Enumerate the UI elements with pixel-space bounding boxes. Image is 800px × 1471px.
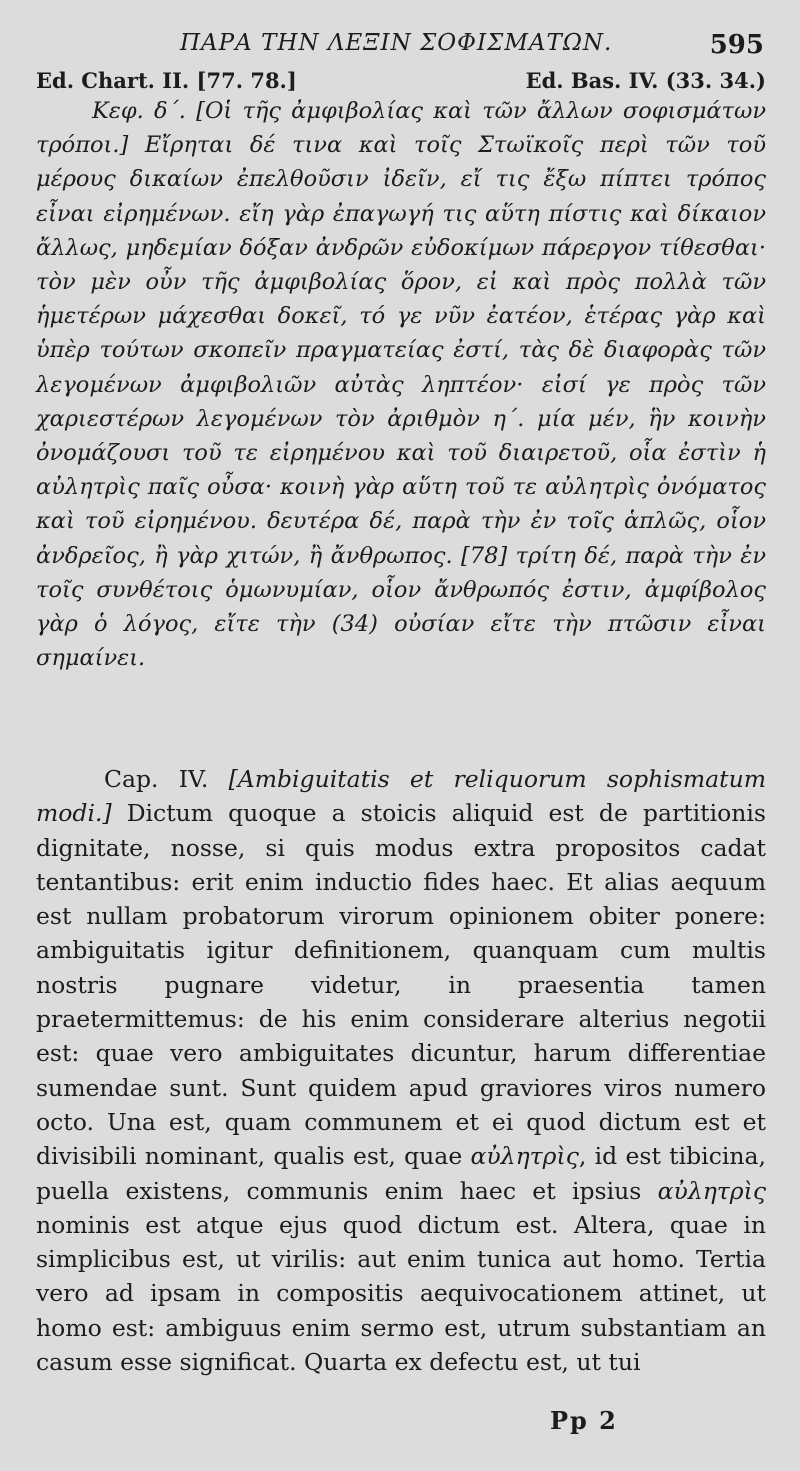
greek-body: Εἴρηται δέ τινα καὶ τοῖς Στωϊκοῖς περὶ τῶν τοῦ μέρους δικαίων ἐπελθοῦσιν ἰδεῖν, εἴ τις ἔξω πίπτει τρόπος εἶναι εἰρημένων. εἴη γὰρ ἐπαγωγή τις αὕτη πίστις καὶ δίκαιον ἄλλως, μηδεμίαν δόξαν ἀνδρῶν εὐδοκίμων πάρεργον τίθεσθαι· τὸν μὲν οὖν τῆς ἀμφιβολίας ὅρον, εἰ καὶ πρὸς πολλὰ τῶν ἡμετέρων μάχεσθαι δοκεῖ, τό γε νῦν ἐατέον, ἑτέρας γὰρ καὶ ὑπὲρ τούτων σκοπεῖν πραγματείας ἐστί, τὰς δὲ διαφορὰς τῶν λεγομένων ἀμφιβολιῶν αὐτὰς ληπτέον· εἰσί γε πρὸς τῶν χαριεστέρων λεγομένων τὸν ἀριθμὸν η΄. μία μέν, ἣν κοινὴν ὀνομάζουσι τοῦ τε εἰρημένου καὶ τοῦ διαιρετοῦ, οἷα ἐστὶν ἡ αὐλητρὶς παῖς οὖσα· κοινὴ γὰρ αὕτη τοῦ τε αὐλητρὶς ὀνόματος καὶ τοῦ εἰρημένου. δευτέρα δέ, παρὰ τὴν ἐν τοῖς ἁπλῶς, οἷον ἀνδρεῖος, ἢ γὰρ χιτών, ἢ ἄνθρωπος. [78] τρίτη δέ, παρὰ τὴν ἐν τοῖς συνθέτοις ὁμωνυμίαν, οἷον ἄνθρωπός ἐστιν, ἀμφίβολος γὰρ ὁ λόγος, εἴτε τὴν (34) οὐσίαν εἴτε τὴν πτῶσιν εἶναι σημαίνει. xyxy=(36,132,766,672)
latin-body-part-2: , id est tibicina, puella existens, communis enim haec et ipsius xyxy=(36,1142,766,1205)
latin-paragraph xyxy=(36,762,766,1379)
latin-text-block xyxy=(36,762,766,1379)
greek-paragraph xyxy=(36,94,766,675)
latin-chapter-label: Cap. IV. xyxy=(104,765,209,793)
greek-word-inline-1: αὐλητρὶς xyxy=(470,1142,579,1171)
page-number: 595 xyxy=(709,30,764,60)
greek-chapter-heading: Κεφ. δ΄. [Οἱ τῆς ἀμφιβολίας καὶ τῶν ἄλλων σοφισμάτων τρόποι.] xyxy=(36,98,766,159)
edition-reference-right: Ed. Bas. IV. (33. 34.) xyxy=(525,68,766,93)
greek-word-inline-2: αὐλητρὶς xyxy=(657,1176,766,1205)
latin-body-part-1: Dictum quoque a stoicis aliquid est de partitionis dignitate, nosse, si quis modus extra propositos cadat tentantibus: erit enim inductio fides haec. Et alias aequum est nullam probatorum virorum opinionem obiter ponere: ambiguitatis igitur definitionem, quanquam cum multis nostris pugnare videtur, in praesentia tamen praetermittemus: de his enim considerare alterius negotii est: quae vero ambiguitates dicuntur, harum differentiae sumendae sunt. Sunt quidem apud graviores viros numero octo. Una est, quam communem et ei quod dictum est et divisibili nominant, qualis est, quae xyxy=(36,799,766,1171)
latin-body-part-3: nominis est atque ejus quod dictum est. Altera, quae in simplicibus est, ut virilis: aut enim tunica aut homo. Tertia vero ad ipsam in compositis aequivocationem attinet, ut homo est: ambiguus enim sermo est, utrum substantiam an casum esse significat. Quarta ex defectu est, ut tui xyxy=(36,1210,766,1377)
edition-reference-left: Ed. Chart. II. [77. 78.] xyxy=(36,68,297,93)
running-title: ΠΑΡΑ ΤΗΝ ΛΕΞΙΝ ΣΟΦΙΣΜΑΤΩΝ. xyxy=(180,30,613,56)
latin-chapter-title: [Ambiguitatis et reliquorum sophismatum modi.] xyxy=(36,765,766,828)
signature-mark: Pp 2 xyxy=(550,1406,618,1435)
greek-text-block xyxy=(36,94,766,675)
